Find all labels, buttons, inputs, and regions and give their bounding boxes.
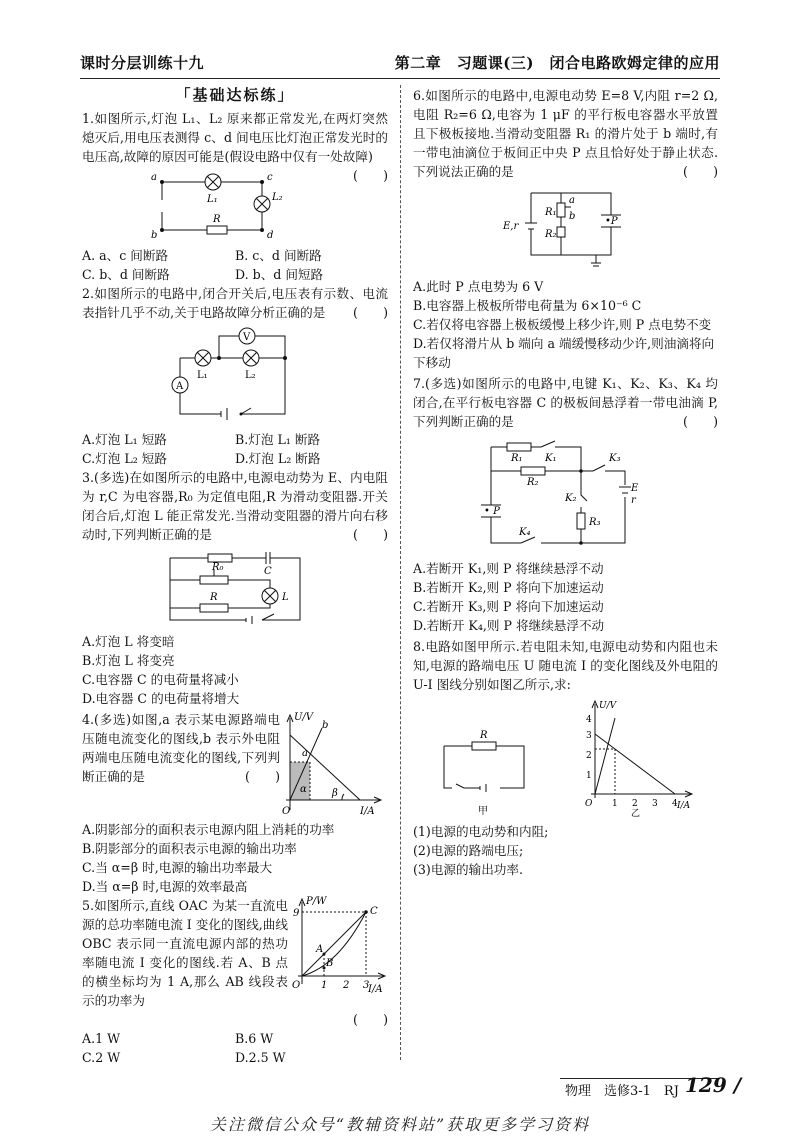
q5-axis-i: I/A (368, 984, 383, 995)
q7-label-k1: K₁ (544, 453, 556, 464)
q2-option-a: A.灯泡 L₁ 短路 (82, 432, 167, 447)
q8-xtick-4: 4 (671, 799, 678, 809)
q6-blank: ( ) (682, 164, 718, 179)
q2-label-l2: L₂ (245, 370, 256, 381)
page-number: 129 / (685, 1073, 742, 1097)
question-5 (82, 896, 388, 1067)
q4-label-beta: β (332, 788, 338, 799)
q2-option-b: B.灯泡 L₁ 断路 (235, 432, 321, 447)
q7-option-c: C.若断开 K₃,则 P 将向下加速运动 (413, 599, 604, 614)
q2-label-l1: L₁ (197, 370, 208, 381)
question-7 (413, 374, 718, 635)
q1-label-c: c (267, 172, 274, 183)
q2-ammeter-label: A (176, 381, 184, 392)
q7-label-r1: R₁ (510, 453, 523, 464)
q7-label-k3: K₃ (608, 453, 620, 464)
q7-option-a: A.若断开 K₁,则 P 将继续悬浮不动 (413, 561, 604, 576)
q4-graph-figure (280, 710, 388, 820)
q8-axis-u: U/V (598, 701, 616, 711)
header-left: 课时分层训练十九 (80, 54, 205, 72)
q1-blank: ( ) (352, 168, 388, 183)
q8-label-r: R (480, 730, 488, 741)
question-2 (82, 284, 388, 468)
q8-ytick-3: 3 (585, 731, 592, 741)
q8-xtick-2: 2 (631, 799, 638, 809)
header-right: 第二章 习题课(三) 闭合电路欧姆定律的应用 (394, 54, 720, 72)
q7-label-k2: K₂ (564, 493, 576, 504)
q6-label-r2: R₂ (544, 229, 557, 240)
q5-label-b: B (326, 958, 334, 969)
q7-label-k4: K₄ (518, 527, 530, 538)
q8-sub-2: (2)电源的路端电压; (413, 843, 524, 858)
q5-tick-3: 3 (363, 980, 370, 991)
q5-graph-figure (288, 896, 388, 996)
q3-stem: 3.(多选)在如图所示的电路中,电源电动势为 E、内电阻为 r,C 为电容器,R₀ 为定值电阻,R 为滑动变阻器.开关闭合后,灯泡 L 能正常发光.当滑动变阻器的滑片向右移动时,下列判断正确的是 (82, 470, 388, 542)
q5-origin: O (292, 980, 301, 991)
q8-label-jia: 甲 (478, 806, 489, 817)
q4-stem: 4.(多选)如图,a 表示某电源路端电压随电流变化的图线,b 表示外电阻两端电压随电流变化的图线,下列判断正确的是 (82, 712, 280, 784)
q3-label-r0: R₀ (212, 562, 224, 573)
q4-option-d: D.当 α=β 时,电源的效率最高 (82, 879, 248, 894)
q3-option-a: A.灯泡 L 将变暗 (82, 634, 175, 649)
q2-blank: ( ) (352, 305, 388, 320)
q2-stem: 2.如图所示的电路中,闭合开关后,电压表有示数、电流表指针几乎不动,关于电路故障分析正确的是 (82, 286, 388, 320)
q6-option-b: B.电容器上极板所带电荷量为 6×10⁻⁶ C (413, 298, 642, 313)
q3-option-d: D.电容器 C 的电荷量将增大 (82, 691, 240, 706)
q4-axis-i: I/A (360, 806, 375, 817)
q2-voltmeter-label: V (243, 332, 251, 343)
q5-option-a: A.1 W (82, 1031, 121, 1046)
q1-circuit-figure (147, 170, 287, 242)
q1-option-b: B. c、d 间断路 (235, 248, 322, 263)
q5-tick-1: 1 (321, 980, 328, 991)
q8-stem: 8.电路如图甲所示.若电阻未知,电源电动势和内阻也未知,电源的路端电压 U 随电流 I 的变化图线及外电阻的 U-I 图线分别如图乙所示,求: (413, 639, 718, 692)
q1-option-d: D. b、d 间短路 (235, 267, 324, 282)
q8-ytick-2: 2 (585, 751, 592, 761)
q7-option-d: D.若断开 K₄,则 P 将继续悬浮不动 (413, 618, 605, 633)
q5-tick-9: 9 (293, 908, 300, 919)
q8-origin: O (584, 799, 593, 809)
q1-label-a: a (151, 172, 158, 183)
q8-label-yi: 乙 (630, 809, 640, 818)
header-rule (80, 78, 720, 79)
q6-circuit-figure (501, 185, 631, 273)
bottom-note: 关注微信公众号“教辅资料站”获取更多学习资料 (209, 1115, 591, 1134)
q4-blank: ( ) (244, 769, 280, 784)
right-column (413, 86, 718, 879)
q5-blank: ( ) (352, 1012, 388, 1027)
q7-stem: 7.(多选)如图所示的电路中,电键 K₁、K₂、K₃、K₄ 均闭合,在平行板电容器 C 的极板间悬浮着一带电油滴 P,下列判断正确的是 (413, 376, 718, 429)
q4-option-c: C.当 α=β 时,电源的输出功率最大 (82, 860, 273, 875)
q7-label-e: E (630, 483, 638, 494)
q2-option-d: D.灯泡 L₂ 断路 (235, 451, 321, 466)
question-3 (82, 468, 388, 708)
q7-circuit-figure (481, 435, 651, 555)
q5-label-c: C (370, 906, 378, 917)
q6-label-p: •P (604, 216, 618, 227)
q7-label-r2: R₂ (526, 477, 539, 488)
q4-label-a: a (302, 748, 308, 759)
q8-ytick-4: 4 (585, 715, 592, 725)
q3-option-c: C.电容器 C 的电荷量将减小 (82, 672, 239, 687)
q3-option-b: B.灯泡 L 将变亮 (82, 653, 175, 668)
q8-xtick-1: 1 (611, 799, 618, 809)
q1-label-d: d (267, 230, 274, 241)
q1-option-c: C. b、d 间断路 (82, 267, 170, 282)
q5-option-d: D.2.5 W (235, 1050, 286, 1065)
q4-label-b: b (322, 720, 329, 731)
q8-sub-3: (3)电源的输出功率. (413, 862, 523, 877)
q4-origin: O (282, 806, 291, 817)
q5-option-c: C.2 W (82, 1050, 121, 1065)
q3-circuit-figure (160, 548, 310, 628)
q4-option-b: B.阴影部分的面积表示电源的输出功率 (82, 841, 297, 856)
q7-label-p: • P (483, 506, 500, 517)
q3-label-r: R (210, 592, 218, 603)
q3-blank: ( ) (352, 527, 388, 542)
q6-option-c: C.若仅将电容器上极板缓慢上移少许,则 P 点电势不变 (413, 317, 712, 332)
q1-stem: 1.如图所示,灯泡 L₁、L₂ 原来都正常发光,在两灯突然熄灭后,用电压表测得 c、d 间电压比灯泡正常发光时的电压高,故障的原因可能是(假设电路中仅有一处故障) (82, 111, 388, 164)
q3-label-l: L (282, 592, 289, 603)
question-6 (413, 86, 718, 372)
q7-label-r3: R₃ (588, 517, 601, 528)
q2-circuit-figure (165, 326, 305, 426)
left-column (82, 86, 388, 1067)
section-title: 「基础达标练」 (175, 86, 295, 104)
q4-axis-u: U/V (294, 712, 314, 723)
q5-axis-p: P/W (306, 896, 327, 907)
q7-label-r: r (630, 495, 636, 506)
q2-option-c: C.灯泡 L₂ 短路 (82, 451, 167, 466)
footer-subject: 物理 选修3-1 RJ (565, 1084, 679, 1099)
q3-label-c: C (264, 566, 272, 577)
q6-label-a: a (568, 195, 575, 206)
q1-label-r: R (213, 214, 222, 225)
question-4 (82, 710, 388, 896)
column-divider (400, 85, 401, 1060)
q6-option-d: D.若仅将滑片从 b 端向 a 端缓慢移动少许,则油滴将向下移动 (413, 336, 715, 370)
question-1 (82, 109, 388, 284)
q1-label-l2: L₂ (272, 192, 284, 203)
q6-option-a: A.此时 P 点电势为 6 V (413, 279, 544, 294)
q1-option-a: A. a、c 间断路 (82, 248, 169, 263)
q4-label-alpha: α (300, 784, 307, 795)
q1-label-l1: L₁ (207, 194, 219, 205)
q7-blank: ( ) (682, 414, 718, 429)
q5-label-a: A (316, 944, 324, 955)
q5-stem: 5.如图所示,直线 OAC 为某一直流电源的总功率随电流 I 变化的图线,曲线 OBC 表示同一直流电源内部的热功率随电流 I 变化的图线.若 A、B 点的横坐标均为 1 A,那么 AB 线段表示的功率为 (82, 898, 288, 1008)
q8-graph-figure-yi (577, 698, 697, 818)
q4-option-a: A.阴影部分的面积表示电源内阻上消耗的功率 (82, 822, 335, 837)
q5-tick-2: 2 (343, 980, 350, 991)
question-8 (413, 637, 718, 879)
q5-option-b: B.6 W (235, 1031, 274, 1046)
q8-axis-i: I/A (676, 801, 690, 811)
q6-label-er: E,r (502, 221, 518, 232)
q8-sub-1: (1)电源的电动势和内阻; (413, 824, 549, 839)
q6-stem: 6.如图所示的电路中,电源电动势 E=8 V,内阻 r=2 Ω,电阻 R₂=6 Ω,电容为 1 μF 的平行板电容器水平放置且下极板接地.当滑动变阻器 R₁ 的滑片处于 b 端时,有一带电油滴位于板间正中央 P 点且恰好处于静止状态.下列说法正确的是 (413, 88, 718, 179)
q6-label-b: b (568, 211, 575, 222)
q1-label-b: b (151, 230, 158, 241)
q6-label-r1: R₁ (544, 207, 557, 218)
q8-xtick-3: 3 (651, 799, 658, 809)
q8-ytick-1: 1 (585, 771, 592, 781)
q8-circuit-figure-jia (434, 722, 534, 818)
q7-option-b: B.若断开 K₂,则 P 将向下加速运动 (413, 580, 604, 595)
